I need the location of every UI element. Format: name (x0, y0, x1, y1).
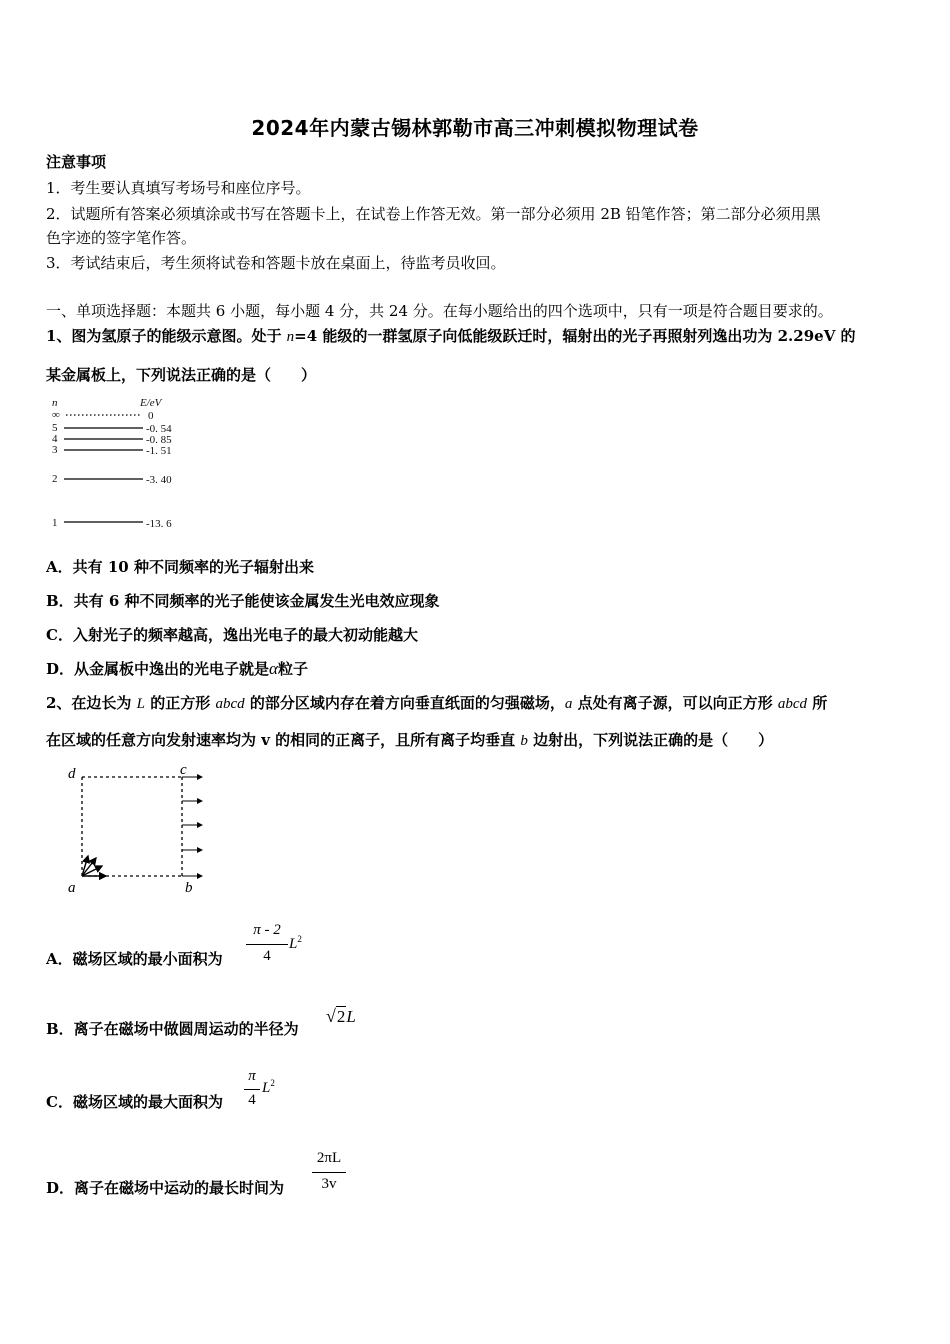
square-field-diagram (62, 762, 222, 902)
q1-stem-line1: 1、图为氢原子的能级示意图。处于 n=4 能级的一群氢原子向低能级跃迁时，辐射出的光子再照射列逸出功为 2.29eV 的 (46, 327, 856, 345)
fraction-d (312, 1150, 348, 1196)
level-e-label: -13. 6 (146, 518, 172, 530)
level-e-label: 0 (148, 410, 154, 422)
section-heading: 一、单项选择题：本题共 6 小题，每小题 4 分，共 24 分。在每小题给出的四个选项中，只有一项是符合题目要求的。 (46, 302, 833, 320)
fraction-bar (246, 944, 288, 945)
q1-option-d[interactable]: D．从金属板中逸出的光电子就是α粒子 (46, 659, 308, 678)
axis-n-label: n (52, 397, 58, 409)
q2-option-d[interactable]: D．离子在磁场中运动的最长时间为 (46, 1179, 285, 1197)
q2-option-b[interactable]: B．离子在磁场中做圆周运动的半径为 (46, 1020, 299, 1038)
fraction-bar (244, 1089, 260, 1090)
fraction-numerator: π - 2 (253, 922, 281, 938)
level-n-label: 5 (52, 422, 58, 434)
fraction-bar (312, 1172, 346, 1173)
level-n-label: 1 (52, 517, 58, 529)
q2-option-a[interactable]: A．磁场区域的最小面积为 (46, 950, 223, 968)
energy-level-diagram (46, 394, 206, 534)
corner-label-c: c (180, 762, 187, 778)
notice-item-1: 1．考生要认真填写考场号和座位序号。 (46, 179, 311, 197)
fraction-numerator: 2πL (316, 1150, 342, 1166)
level-e-label: -1. 51 (146, 445, 172, 457)
notice-item-2-cont: 色字迹的签字笔作答。 (46, 229, 197, 247)
notice-item-3: 3．考试结束后，考生须将试卷和答题卡放在桌面上，待监考员收回。 (46, 254, 506, 272)
fraction-denominator: 3v (321, 1176, 337, 1192)
fraction-denominator: 4 (248, 1092, 256, 1108)
fraction-numerator: π (248, 1068, 256, 1084)
notice-heading: 注意事项 (46, 153, 107, 171)
level-e-label: -0. 85 (146, 434, 172, 446)
q1-option-a[interactable]: A．共有 10 种不同频率的光子辐射出来 (46, 558, 314, 576)
q1-stem-line2: 某金属板上，下列说法正确的是（ ） (46, 366, 317, 384)
level-n-label: 4 (52, 433, 58, 445)
q2-stem-line2: 在区域的任意方向发射速率均为 v 的相同的正离子，且所有离子均垂直 b 边射出，下列说法正确的是（ ） (46, 731, 774, 749)
corner-label-d: d (68, 766, 76, 782)
page-title: 2024年内蒙古锡林郭勒市高三冲刺模拟物理试卷 (251, 116, 699, 140)
level-e-label: -3. 40 (146, 474, 172, 486)
sqrt-icon: √ (326, 1006, 336, 1026)
q2-stem-line1: 2、在边长为 L 的正方形 abcd 的部分区域内存在着方向垂直纸面的匀强磁场，a 点处有离子源，可以向正方形 abcd 所 (46, 694, 828, 712)
q1-option-c[interactable]: C．入射光子的频率越高，逸出光电子的最大初动能越大 (46, 626, 418, 644)
notice-item-2: 2．试题所有答案必须填涂或书写在答题卡上，在试卷上作答无效。第一部分必须用 2B 铅笔作答；第二部分必须用黑 (46, 205, 821, 223)
var-l: $L^2$ (262, 1078, 275, 1096)
level-e-label: -0. 54 (146, 423, 172, 435)
fraction-a (246, 922, 292, 968)
var-l: $L^2$ (289, 934, 302, 952)
corner-label-a: a (68, 880, 76, 896)
fraction-c (244, 1068, 264, 1114)
level-n-label: 2 (52, 473, 58, 485)
fraction-denominator: 4 (263, 948, 271, 964)
corner-label-b: b (185, 880, 193, 896)
q1-option-b[interactable]: B．共有 6 种不同频率的光子能使该金属发生光电效应现象 (46, 592, 440, 610)
level-n-label: ∞ (52, 409, 60, 421)
q2-option-c[interactable]: C．磁场区域的最大面积为 (46, 1093, 223, 1111)
axis-e-label: E/eV (140, 397, 162, 409)
level-n-label: 3 (52, 444, 58, 456)
sqrt-expression: √2L (326, 1006, 356, 1026)
